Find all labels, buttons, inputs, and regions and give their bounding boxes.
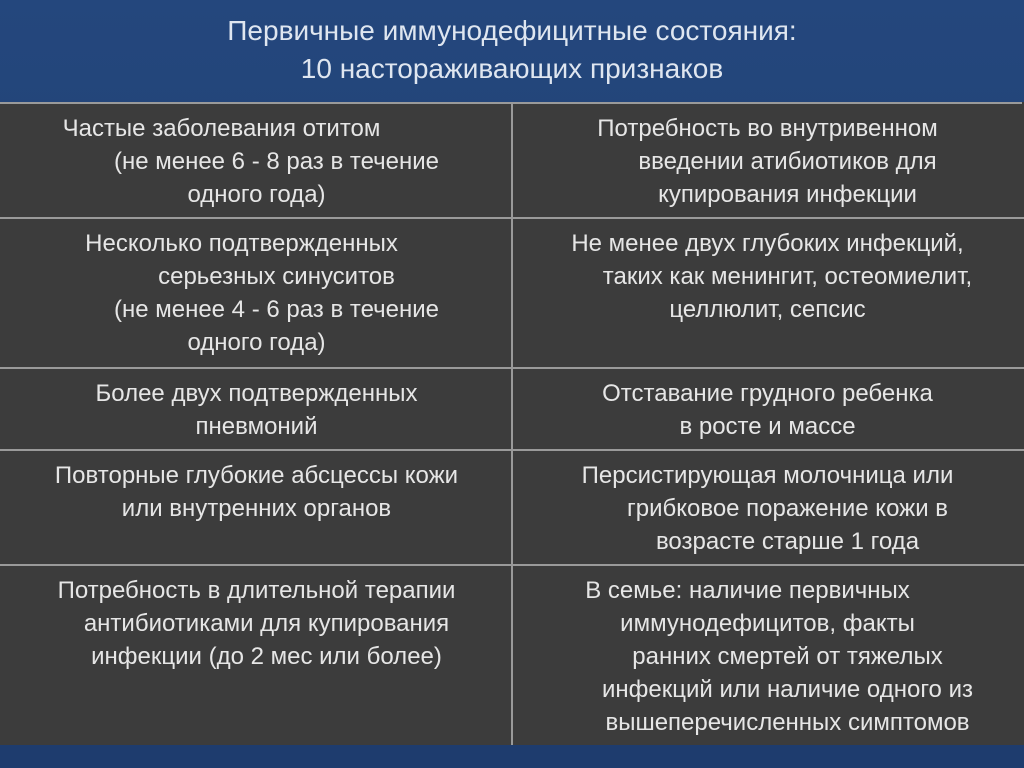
cell-line: (не менее 6 - 8 раз в течение [113,148,440,175]
cell-line: в росте и массе [679,413,856,440]
table-cell-left [1,565,512,753]
cell-line: Отставание грудного ребенка [602,380,933,407]
cell-line: грибковое поражение кожи в [626,495,949,522]
cell-line: одного года) [187,329,326,356]
slide-title [0,0,1024,100]
title-line-1: Первичные иммунодефицитные состояния: [227,15,797,46]
table-cell-left [1,103,512,218]
table-cell-right [512,565,1023,753]
cell-line: Более двух подтвержденных [95,380,418,407]
cell-line: пневмоний [195,413,318,440]
cell-line: ранних смертей от тяжелых [632,643,943,670]
cell-line: антибиотиками для купирования [83,610,450,637]
cell-line: иммунодефицитов, факты [620,610,915,637]
cell-line: таких как менингит, остеомиелит, [602,263,973,290]
warning-signs-table [0,102,1024,754]
cell-line: В семье: наличие первичных [585,577,910,604]
cell-line: Потребность в длительной терапии [57,577,456,604]
cell-line: возрасте старше 1 года [655,528,920,555]
cell-line: (не менее 4 - 6 раз в течение [113,296,440,323]
table-row [1,565,1023,753]
cell-line: Персистирующая молочница или [581,462,954,489]
cell-line: введении атибиотиков для [638,148,937,175]
table-cell-left [1,218,512,368]
cell-line: Частые заболевания отитом [62,115,381,142]
table-cell-right [512,218,1023,368]
table-row [1,450,1023,565]
table-row [1,218,1023,368]
cell-line: Повторные глубокие абсцессы кожи [54,462,459,489]
cell-line: купирования инфекции [658,181,917,208]
bottom-band [0,745,1024,768]
cell-line: вышеперечисленных симптомов [605,709,970,736]
cell-line: инфекции (до 2 мес или более) [91,643,442,670]
cell-line: или внутренних органов [121,495,392,522]
cell-line: серьезных синуситов [158,263,395,290]
cell-line: Потребность во внутривенном [597,115,938,142]
title-line-2: 10 настораживающих признаков [300,53,724,84]
cell-line: целлюлит, сепсис [669,296,866,323]
cell-line: инфекций или наличие одного из [602,676,973,703]
table-cell-right [512,368,1023,450]
cell-line: Не менее двух глубоких инфекций, [571,230,964,257]
cell-line: одного года) [187,181,326,208]
table-row [1,103,1023,218]
table-cell-left [1,450,512,565]
table-row [1,368,1023,450]
table-cell-right [512,450,1023,565]
table-cell-right [512,103,1023,218]
table-cell-left [1,368,512,450]
cell-line: Несколько подтвержденных [85,230,398,257]
